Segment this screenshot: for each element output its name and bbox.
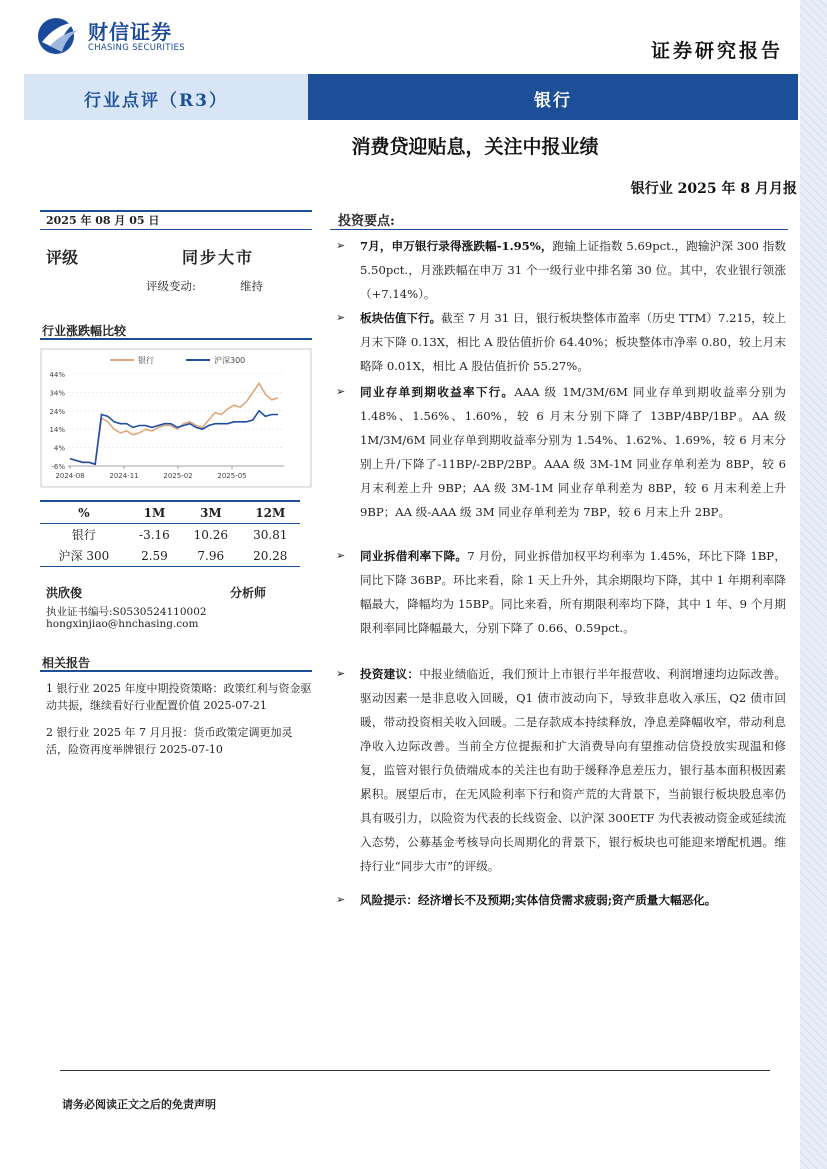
key-points-heading: 投资要点:	[330, 210, 788, 230]
x-tick-label: 2025-05	[217, 472, 247, 480]
table-row	[40, 545, 300, 567]
key-point-item	[330, 544, 786, 640]
performance-table	[40, 500, 300, 567]
table-cell: 7.96	[181, 545, 240, 567]
table-cell: -3.16	[139, 527, 170, 542]
key-point-item	[330, 380, 786, 524]
industry-name: 银行	[534, 91, 572, 111]
key-point-text: 截至 7 月 31 日，银行板块整体市盈率（历史 TTM）7.215，较上月末下降 0.13X，相比 A 股估值折价 64.40%；板块整体市净率 0.80，较上月末略降 0.01X，相比 A 股估值折价 55.27%。	[360, 311, 786, 373]
performance-chart-svg	[40, 348, 312, 488]
x-tick-label: 2025-02	[163, 472, 193, 480]
key-point-text: 7 月份，同业拆借加权平均利率为 1.45%，环比下降 1BP，同比下降 36BP。环比来看，除 1 天上升外，其余期限均下降，其中 1 年期利率降幅最大，降幅均为 15BP。同比来看，所有期限利率均下降，其中 1 年、9 个月期限利率同比降幅最大，分别下降了 0.66、0.59pct.。	[360, 549, 786, 635]
footer-divider	[60, 1070, 770, 1071]
table-cell: 10.26	[193, 527, 228, 542]
series-line	[70, 383, 278, 464]
key-point-lead: 同业拆借利率下降。	[360, 549, 468, 563]
key-point-lead: 风险提示：经济增长不及预期;实体信贷需求疲弱;资产质量大幅恶化。	[360, 893, 717, 907]
brand-name-en: CHASING SECURITIES	[88, 43, 185, 53]
table-cell: 沪深 300	[40, 545, 128, 567]
brand-logo-icon	[36, 16, 82, 56]
document-type: 证券研究报告	[650, 40, 783, 62]
report-date: 2025 年 08 月 05 日	[40, 210, 312, 230]
related-report-item: 1 银行业 2025 年度中期投资策略：政策红利与资金驱动共振，继续看好行业配置价值 2025-07-21	[46, 682, 312, 712]
decorative-side-stripe	[800, 0, 827, 1169]
table-row	[40, 524, 300, 546]
y-tick-label: 14%	[49, 426, 65, 435]
x-tick-label: 2024-08	[55, 472, 85, 480]
key-point-lead: 7月，申万银行录得涨跌幅-1.95%，	[360, 239, 553, 253]
rating-value: 同步大市	[182, 248, 255, 267]
table-header-cell: 12M	[241, 501, 300, 524]
key-point-lead: 同业存单到期收益率下行。	[360, 385, 515, 399]
legend-label: 银行	[138, 356, 154, 365]
table-header-row	[40, 501, 300, 524]
report-category: 行业点评（R3）	[84, 91, 228, 111]
related-reports-list	[40, 680, 312, 768]
bullet-marker-icon: ➢	[336, 385, 346, 398]
rating-label: 评级	[46, 248, 79, 267]
table-cell: 银行	[71, 528, 96, 542]
y-tick-label: 24%	[49, 407, 65, 416]
x-tick-label: 2024-11	[109, 472, 139, 480]
series-line	[70, 411, 278, 464]
y-tick-label: 44%	[49, 371, 65, 379]
analyst-email: hongxinjiao@hnchasing.com	[46, 618, 199, 630]
key-point-text: AAA 级 1M/3M/6M 同业存单到期收益率分别为 1.48%、1.56%、1.60%，较 6 月末分别下降了 13BP/4BP/1BP。AA 级 1M/3M/6M 同业存单到期收益率分别为 1.54%、1.62%、1.69%，较 6 月末分别上升/下降了-11BP/-2BP/2BP。AAA 级 3M-1M 同业存单利差为 8BP，较 6 月末利差上升 9BP；AA 级 3M-1M 同业存单利差为 8BP，较 6 月末利差上升 9BP；AA 级-AAA 级 3M 同业存单利差为 7BP，较 6 月末上升 2BP。	[360, 385, 786, 519]
table-header-cell: 3M	[181, 501, 240, 524]
key-point-item	[330, 234, 786, 306]
bullet-marker-icon: ➢	[336, 311, 346, 324]
chart-heading: 行业涨跌幅比较	[40, 322, 312, 340]
brand-logo	[36, 16, 196, 56]
y-tick-label: 34%	[49, 389, 65, 398]
report-category-band	[24, 74, 308, 120]
y-tick-label: -6%	[51, 463, 65, 471]
analyst-role: 分析师	[230, 586, 267, 600]
footer-disclaimer: 请务必阅读正文之后的免责声明	[62, 1098, 216, 1111]
report-subtitle: 银行业 2025 年 8 月月报	[630, 181, 797, 197]
table-cell: 20.28	[241, 545, 300, 567]
related-report-item: 2 银行业 2025 年 7 月月报：货币政策定调更加灵活，险资再度举牌银行 2025-07-10	[46, 726, 293, 756]
table-cell: 2.59	[128, 545, 181, 567]
bullet-marker-icon: ➢	[336, 549, 346, 562]
table-header-cell: 1M	[128, 501, 181, 524]
analyst-cert: 执业证书编号:S0530524110002	[46, 606, 207, 618]
key-point-text: 中报业绩临近，我们预计上市银行半年报营收、利润增速均边际改善。驱动因素一是非息收入回暖，Q1 债市波动向下，导致非息收入承压，Q2 债市回暖，带动投资相关收入回暖。二是存款成本持续释放，净息差降幅收窄，带动利息净收入边际改善。当前全方位提振和扩大消费导向有望推动信贷投放实现温和修复，监管对银行负债端成本的关注也有助于缓释净息差压力，银行基本面积极因素累积。展望后市，在无风险利率下行和资产荒的大背景下，当前银行板块股息率仍具有吸引力，以险资为代表的长线资金、以沪深 300ETF 为代表被动资金或延续流入态势，公募基金考核导向长周期化的背景下，银行板块也可能迎来增配机遇。维持行业“同步大市”的评级。	[360, 667, 786, 873]
bullet-marker-icon: ➢	[336, 239, 346, 252]
key-point-lead: 板块估值下行。	[360, 311, 442, 325]
key-point-item	[330, 662, 786, 878]
table-cell: 30.81	[253, 527, 288, 542]
rating-change-row	[40, 278, 312, 296]
report-title: 消费贷迎贴息，关注中报业绩	[351, 136, 599, 158]
rating-change-value: 维持	[240, 279, 263, 293]
rating-row	[40, 240, 312, 270]
legend-label: 沪深300	[214, 356, 246, 365]
analyst-name: 洪欣俊	[46, 586, 83, 600]
y-tick-label: 4%	[53, 444, 65, 453]
related-reports-heading: 相关报告	[40, 654, 312, 672]
rating-change-label: 评级变动:	[146, 279, 196, 293]
industry-band	[308, 74, 798, 120]
bullet-marker-icon: ➢	[336, 667, 346, 680]
brand-name: 财信证券	[88, 20, 172, 44]
bullet-marker-icon: ➢	[336, 893, 346, 906]
table-header-cell: %	[40, 501, 128, 524]
key-point-item	[330, 306, 786, 378]
industry-performance-chart	[40, 348, 312, 488]
key-point-text: 跑输上证指数 5.69pct.，跑输沪深 300 指数 5.50pct.，月涨跌幅在申万 31 个一级行业中排名第 30 位。其中，农业银行领涨（+7.14%）。	[360, 239, 786, 301]
key-point-lead: 投资建议：	[360, 667, 420, 681]
key-point-item	[330, 888, 786, 912]
